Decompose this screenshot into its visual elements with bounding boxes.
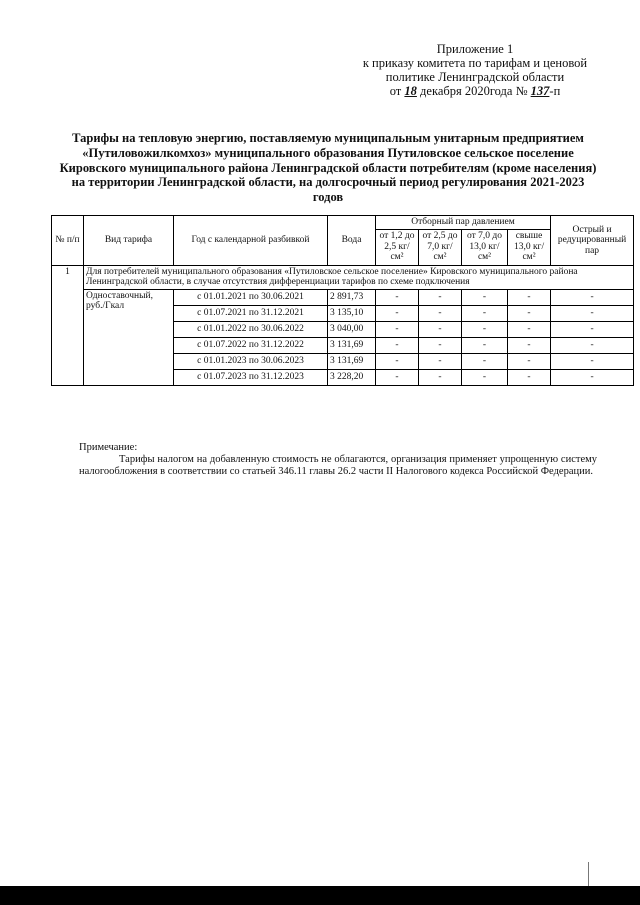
row-steam-4: -: [508, 289, 551, 305]
row-steam-4: -: [508, 337, 551, 353]
row-steam-2: -: [419, 289, 462, 305]
row-period: с 01.07.2022 по 31.12.2022: [174, 337, 328, 353]
row-steam-4: -: [508, 369, 551, 385]
appendix-line3: политике Ленинградской области: [385, 70, 565, 84]
row-period: с 01.07.2021 по 31.12.2021: [174, 305, 328, 321]
row-sharp: -: [551, 353, 634, 369]
header-steam-group: Отборный пар давлением: [376, 216, 551, 230]
row-steam-1: -: [376, 337, 419, 353]
header-num: № п/п: [52, 216, 84, 266]
appendix-line1: Приложение 1: [436, 42, 514, 56]
note-text: Тарифы налогом на добавленную стоимость не облагаются, организация применяет упрощенную систему налогообложения в соответствии со статьей 346.11 главы 26.2 части II Налогового кодекса Российской Федерации.: [79, 454, 597, 477]
row-water: 3 135,10: [328, 305, 376, 321]
row-steam-1: -: [376, 305, 419, 321]
row-steam-2: -: [419, 369, 462, 385]
scan-edge-mark: [588, 862, 589, 886]
header-steam-2: от 2,5 до 7,0 кг/см²: [419, 229, 462, 265]
row-steam-2: -: [419, 321, 462, 337]
row-steam-3: -: [462, 289, 508, 305]
tariff-label: Одноставочный, руб./Гкал: [84, 289, 174, 385]
document-title: Тарифы на тепловую энергию, поставляемую муниципальным унитарным предприятием «Путиловожилкомхоз» муниципального образования Путиловское сельское поселение Кировского муниципального района Ленинградской области потребителям (кроме населения) на территории Ленинградской области, на долгосрочный период регулирования 2021-2023 годов: [59, 131, 597, 205]
appendix-header: [330, 42, 620, 98]
tariff-table: [51, 215, 634, 386]
row-steam-1: -: [376, 353, 419, 369]
date-prefix: от: [389, 84, 402, 98]
row-steam-3: -: [462, 353, 508, 369]
appendix-line2: к приказу комитета по тарифам и ценовой: [362, 56, 588, 70]
note-heading: Примечание:: [79, 442, 138, 453]
row-water: 3 131,69: [328, 353, 376, 369]
row-period: с 01.07.2023 по 31.12.2023: [174, 369, 328, 385]
row-steam-3: -: [462, 369, 508, 385]
row-period: с 01.01.2023 по 30.06.2023: [174, 353, 328, 369]
row-sharp: -: [551, 369, 634, 385]
row-period: с 01.01.2022 по 30.06.2022: [174, 321, 328, 337]
row-steam-1: -: [376, 321, 419, 337]
row-steam-3: -: [462, 321, 508, 337]
header-sharp-steam: Острый и редуцированный пар: [551, 216, 634, 266]
row-steam-3: -: [462, 337, 508, 353]
order-number: 137: [530, 84, 550, 98]
row-sharp: -: [551, 305, 634, 321]
header-steam-3: от 7,0 до 13,0 кг/см²: [462, 229, 508, 265]
order-suffix: -п: [549, 84, 561, 98]
row-sharp: -: [551, 337, 634, 353]
header-steam-4: свыше 13,0 кг/см²: [508, 229, 551, 265]
row-steam-4: -: [508, 353, 551, 369]
row-steam-4: -: [508, 321, 551, 337]
header-year: Год с календарной разбивкой: [174, 216, 328, 266]
row-period: с 01.01.2021 по 30.06.2021: [174, 289, 328, 305]
row-steam-2: -: [419, 305, 462, 321]
row-sharp: -: [551, 289, 634, 305]
header-tariff-type: Вид тарифа: [84, 216, 174, 266]
row-water: 2 891,73: [328, 289, 376, 305]
row-steam-1: -: [376, 289, 419, 305]
date-mid: декабря 2020года №: [420, 84, 528, 98]
row-steam-4: -: [508, 305, 551, 321]
header-water: Вода: [328, 216, 376, 266]
note-section: [79, 442, 597, 478]
row-steam-1: -: [376, 369, 419, 385]
date-day: 18: [404, 84, 417, 98]
group-number: 1: [52, 265, 84, 385]
row-steam-3: -: [462, 305, 508, 321]
scan-bottom-border: [0, 886, 640, 905]
row-water: 3 228,20: [328, 369, 376, 385]
row-water: 3 131,69: [328, 337, 376, 353]
row-sharp: -: [551, 321, 634, 337]
appendix-date-line: [330, 84, 620, 98]
group-description: Для потребителей муниципального образования «Путиловское сельское поселение» Кировского муниципального района Ленинградской области, в случае отсутствия дифференциации тарифов по схеме подключения: [84, 265, 634, 289]
row-water: 3 040,00: [328, 321, 376, 337]
row-steam-2: -: [419, 353, 462, 369]
header-steam-1: от 1,2 до 2,5 кг/см²: [376, 229, 419, 265]
row-steam-2: -: [419, 337, 462, 353]
